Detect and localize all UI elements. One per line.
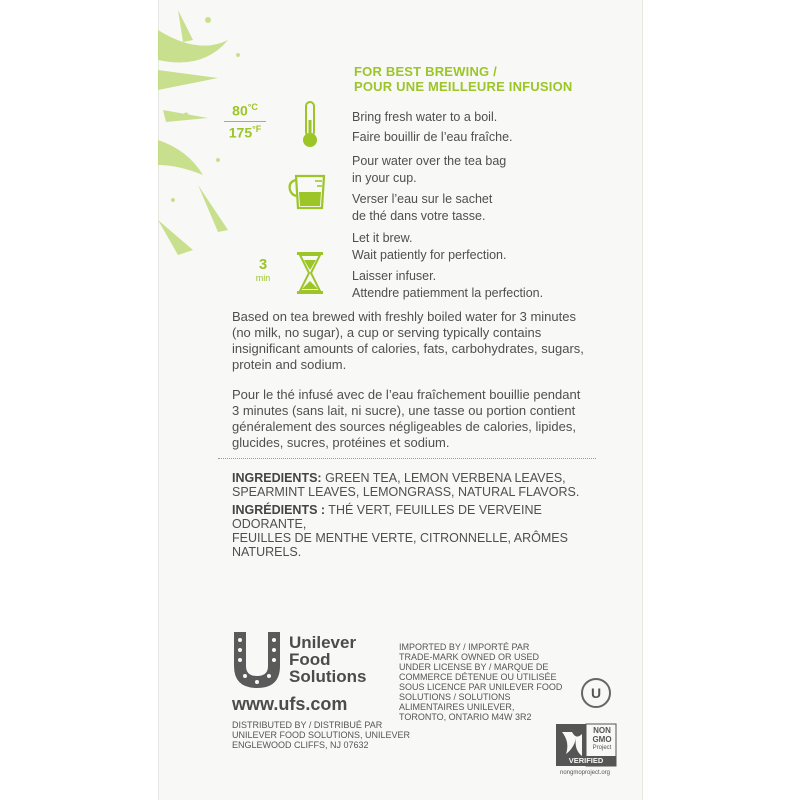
ingredients-en <box>232 471 612 499</box>
distributed-by <box>232 720 410 750</box>
temp-fahrenheit-value: 175 <box>228 124 253 141</box>
thermometer-icon <box>300 100 320 150</box>
step-1-fr: Faire bouillir de l’eau fraîche. <box>352 130 513 144</box>
temp-celsius-unit: °C <box>247 102 258 112</box>
imported-line: TORONTO, ONTARIO M4W 3R2 <box>399 712 532 722</box>
kosher-badge-icon: U <box>581 678 611 708</box>
imported-line: SOUS LICENCE PAR UNILEVER FOOD <box>399 682 563 692</box>
step-2-fr-line-1: Verser l’eau sur le sachet <box>352 192 493 206</box>
distributed-line: ENGLEWOOD CLIFFS, NJ 07632 <box>232 740 369 750</box>
unilever-logo-icon <box>230 630 284 690</box>
nutrition-fr-line: généralement des sources négligeables de calories, lipides, <box>232 419 576 434</box>
imported-line: COMMERCE DÉTENUE OU UTILISÉE <box>399 672 557 682</box>
non-gmo-badge <box>552 720 618 780</box>
nutrition-en-line: insignificant amounts of calories, fats, carbohydrates, sugars, <box>232 341 584 356</box>
ingredients-fr-line: NATURELS. <box>232 545 302 559</box>
non-gmo-line: Project <box>592 745 612 751</box>
brewing-title-fr: POUR UNE MEILLEURE INFUSION <box>354 79 573 94</box>
step-2-en-line-1: Pour water over the tea bag <box>352 154 507 168</box>
step-1 <box>352 109 513 146</box>
nutrition-fr-line: glucides, sucres, protéines et sodium. <box>232 435 450 450</box>
step-2-en-line-2: in your cup. <box>352 171 417 185</box>
brand-name-line: Unilever <box>289 633 357 652</box>
ingredients-fr-line: THÉ VERT, FEUILLES DE VERVEINE ODORANTE, <box>232 503 542 531</box>
non-gmo-url: nongmoproject.org <box>559 770 611 776</box>
brand-name-line: Food <box>289 650 331 669</box>
nutrition-en-line: (no milk, no sugar), a cup or serving typically contains <box>232 325 542 340</box>
nutrition-note-fr <box>232 387 580 451</box>
tea-package-back <box>158 0 643 800</box>
non-gmo-verified: VERIFIED <box>556 756 616 766</box>
ingredients-fr-label: INGRÉDIENTS : <box>232 503 326 517</box>
brand-name <box>289 634 366 685</box>
step-1-en: Bring fresh water to a boil. <box>352 110 498 124</box>
distributed-line: DISTRIBUTED BY / DISTRIBUÉ PAR <box>232 720 383 730</box>
brand-url: www.ufs.com <box>232 694 348 714</box>
brewing-title <box>354 64 572 94</box>
brand-name-line: Solutions <box>289 667 367 686</box>
step-3 <box>352 230 543 302</box>
step-3-en-line-1: Let it brew. <box>352 231 413 245</box>
nutrition-fr-line: Pour le thé infusé avec de l’eau fraîchement bouillie pendant <box>232 387 581 402</box>
step-3-fr-line-1: Laisser infuser. <box>352 269 437 283</box>
temp-divider <box>224 121 266 122</box>
nutrition-note-en <box>232 309 584 373</box>
ingredients-fr <box>232 503 612 559</box>
ingredients-en-line: GREEN TEA, LEMON VERBENA LEAVES, <box>321 471 566 485</box>
step-3-en-line-2: Wait patiently for perfection. <box>352 248 507 262</box>
step-3-fr-line-2: Attendre patiemment la perfection. <box>352 286 544 300</box>
imported-line: ALIMENTAIRES UNILEVER, <box>399 702 515 712</box>
temperature-block <box>220 102 270 140</box>
non-gmo-line: NON <box>593 726 611 735</box>
brew-time-unit: min <box>255 273 271 283</box>
ingredients-en-label: INGREDIENTS: <box>232 471 322 485</box>
non-gmo-text <box>588 726 616 753</box>
nutrition-en-line: Based on tea brewed with freshly boiled water for 3 minutes <box>232 309 576 324</box>
brew-time <box>252 257 274 283</box>
ingredients-fr-line: FEUILLES DE MENTHE VERTE, CITRONNELLE, ARÔMES <box>232 531 568 545</box>
nutrition-fr-line: 3 minutes (sans lait, ni sucre), une tasse ou portion contient <box>232 403 576 418</box>
hourglass-icon <box>295 250 325 296</box>
dotted-divider <box>218 458 596 459</box>
temp-fahrenheit-unit: °F <box>252 123 262 134</box>
brewing-title-en: FOR BEST BREWING / <box>354 64 497 79</box>
imported-by <box>399 642 562 722</box>
measuring-cup-icon <box>288 172 332 212</box>
temp-celsius-value: 80 <box>232 102 248 119</box>
brew-time-value: 3 <box>258 256 268 273</box>
non-gmo-line: GMO <box>592 735 612 744</box>
imported-line: SOLUTIONS / SOLUTIONS <box>399 692 511 702</box>
ingredients-en-line: SPEARMINT LEAVES, LEMONGRASS, NATURAL FLAVORS. <box>232 485 580 499</box>
distributed-line: UNILEVER FOOD SOLUTIONS, UNILEVER <box>232 730 411 740</box>
imported-line: IMPORTED BY / IMPORTÉ PAR <box>399 642 530 652</box>
step-2 <box>352 153 506 225</box>
green-splash-decoration <box>158 0 298 300</box>
imported-line: UNDER LICENSE BY / MARQUE DE <box>399 662 549 672</box>
step-2-fr-line-2: de thé dans votre tasse. <box>352 209 486 223</box>
imported-line: TRADE-MARK OWNED OR USED <box>399 652 540 662</box>
nutrition-en-line: protein and sodium. <box>232 357 347 372</box>
